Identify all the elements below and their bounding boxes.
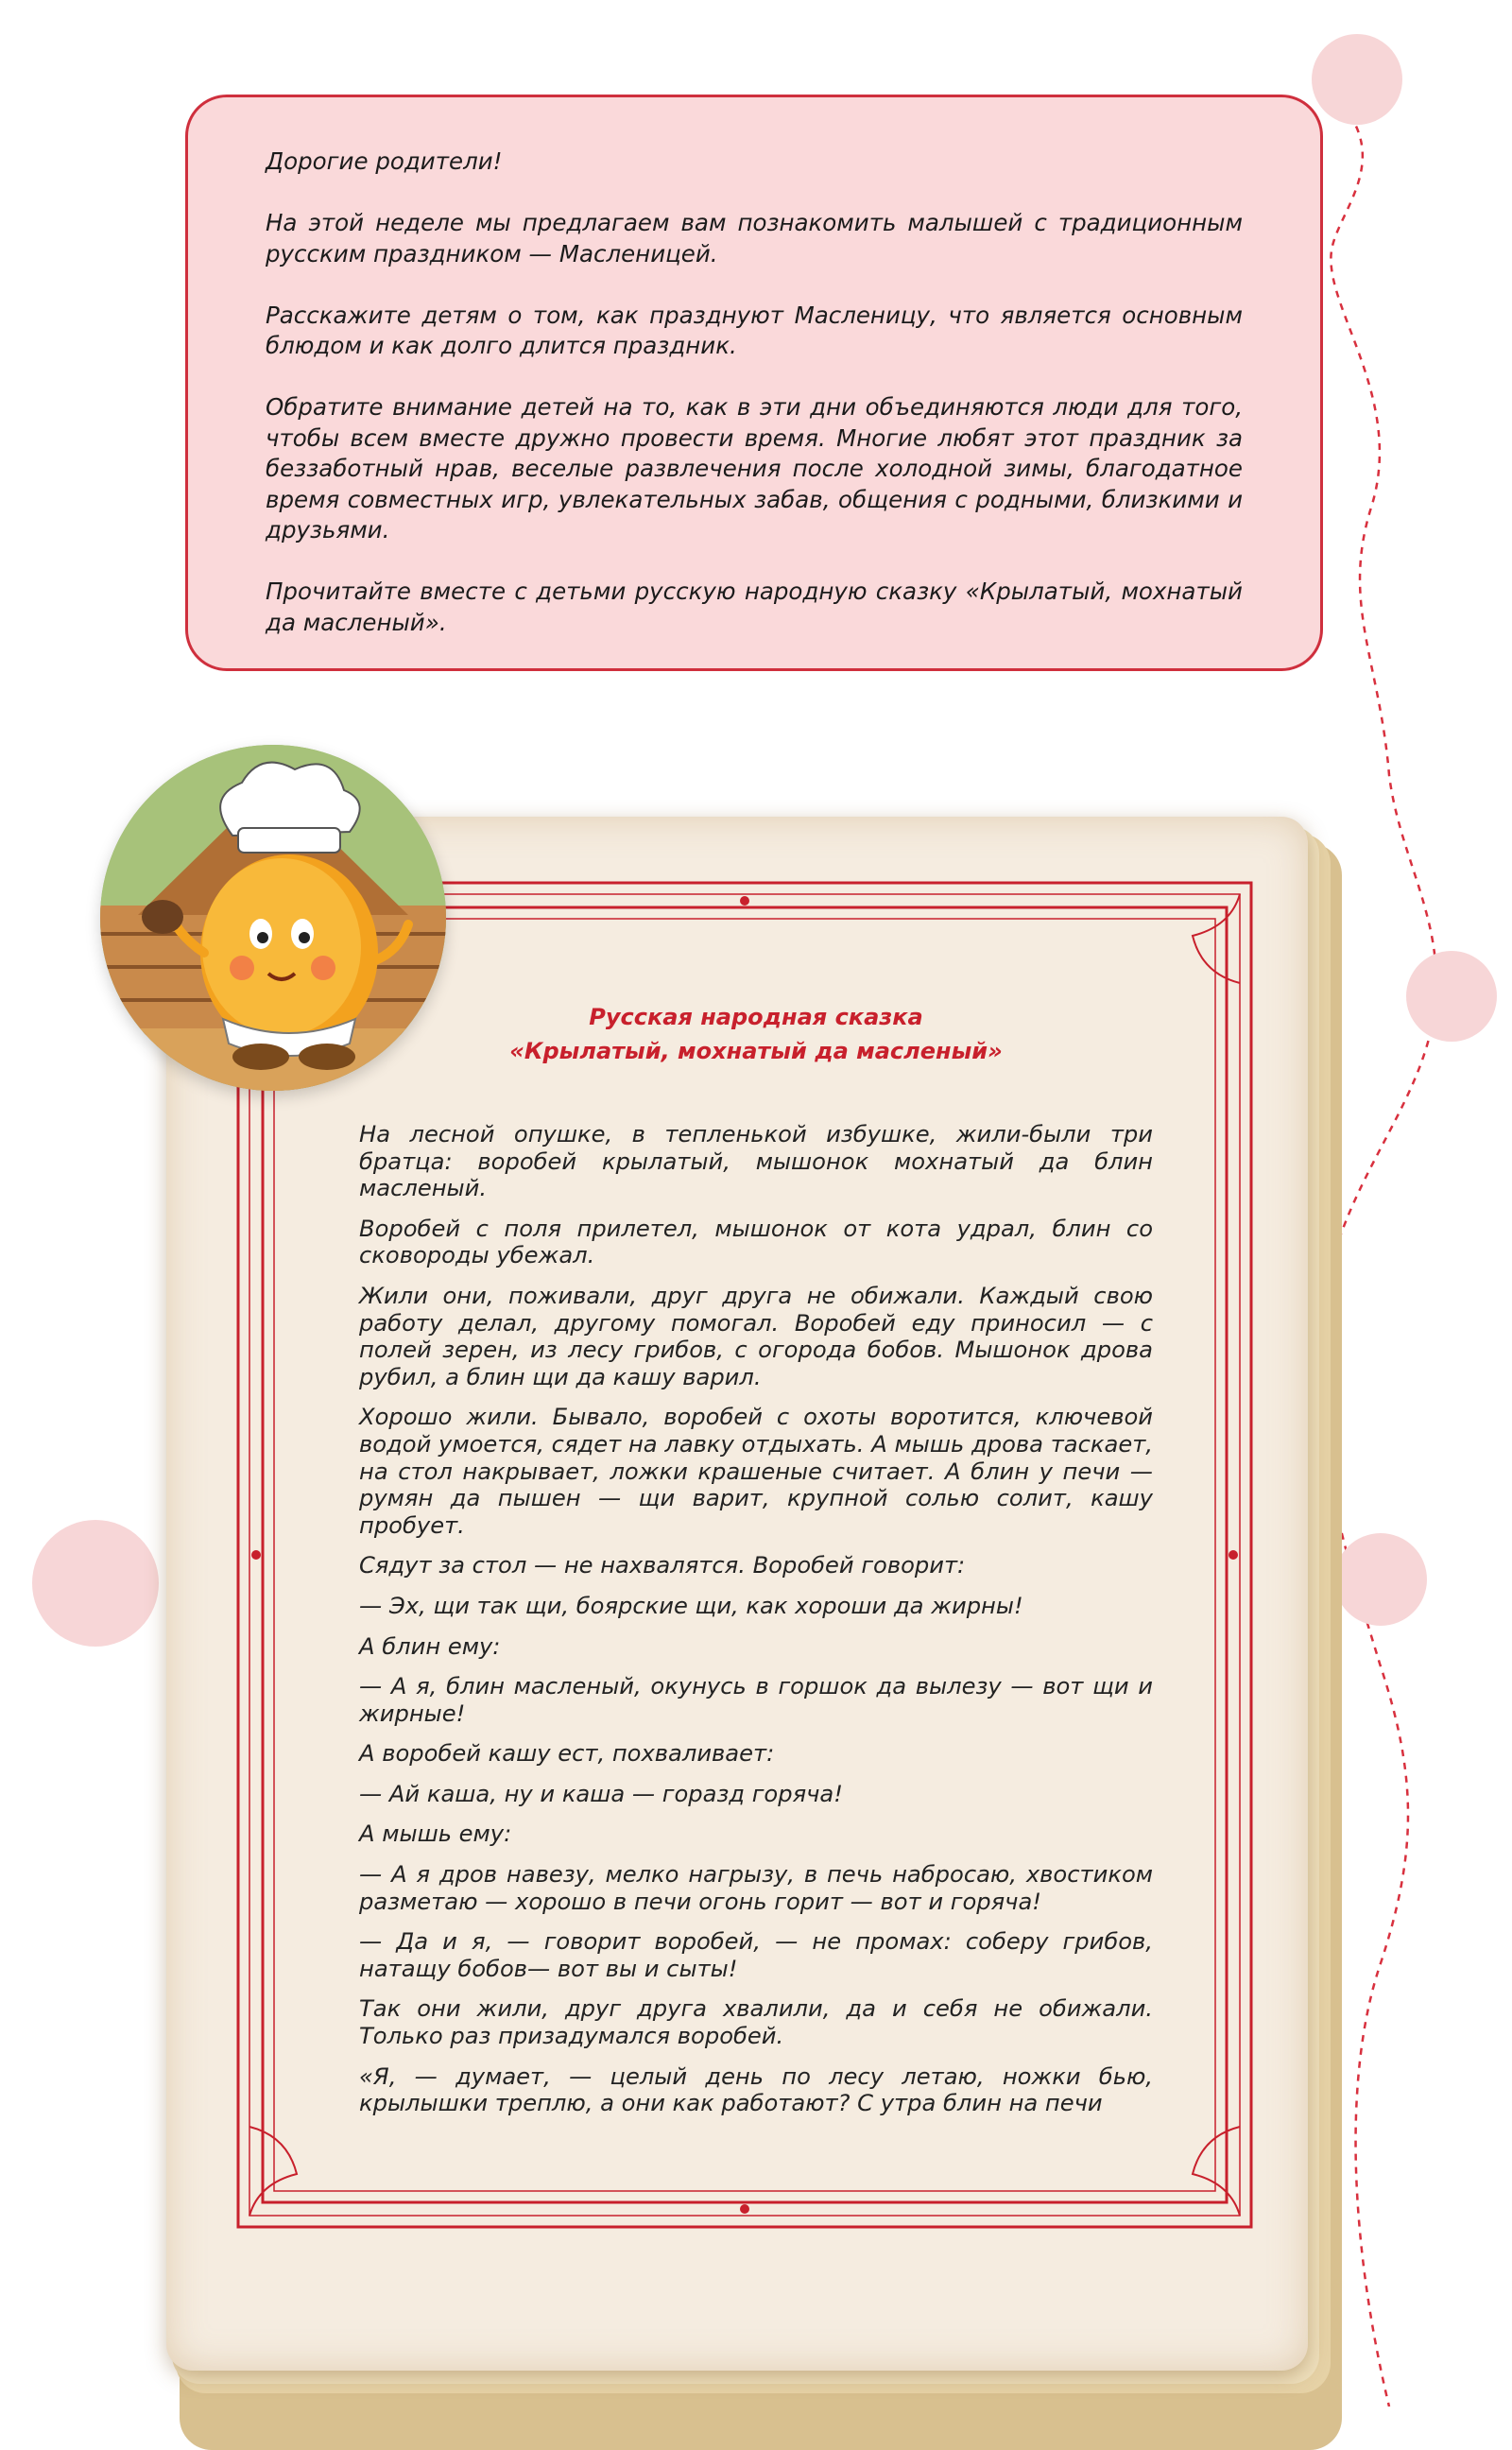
note-paragraph-3: Обратите внимание детей на то, как в эти дни объединяются люди для того, чтобы всем вместе дружно провести время. Многие любят этот праздник за беззаботный нрав, веселые развлечения после холодной зимы, благодатное время совместных игр, увлекательных забав, общения с родными, близкими и друзьями.	[266, 393, 1243, 543]
story-paragraph: — Ай каша, ну и каша — горазд горяча!	[359, 1780, 843, 1807]
story-paragraph: — Да и я, — говорит воробей, — не промах: соберу грибов, натащу бобов— вот вы и сыты!	[359, 1928, 1153, 1982]
story-paragraph: Воробей с поля прилетел, мышонок от кота удрал, блин со сковороды убежал.	[359, 1215, 1153, 1269]
parents-note	[185, 95, 1323, 671]
story-paragraph: — А я, блин масленый, окунусь в горшок да вылезу — вот щи и жирные!	[359, 1673, 1153, 1727]
decor-circle-top-right	[1312, 34, 1402, 125]
story-title	[284, 1000, 1228, 1068]
pancake-character-illustration	[100, 745, 446, 1091]
story-paragraph: На лесной опушке, в тепленькой избушке, жили-были три братца: воробей крылатый, мышонок мохнатый да блин масленый.	[359, 1121, 1153, 1202]
note-paragraph-1: На этой неделе мы предлагаем вам познакомить малышей с традиционным русским праздником — Масленицей.	[266, 209, 1243, 267]
story-paragraph: Хорошо жили. Бывало, воробей с охоты воротится, ключевой водой умоется, сядет на лавку отдыхать. А мышь дрова таскает, на стол накрывает, ложки крашеные считает. А блин у печи — румян да пышен — щи варит, крупной солью солит, кашу пробует.	[359, 1404, 1153, 1539]
decor-circle-left	[32, 1520, 159, 1647]
story-text	[359, 1121, 1153, 2131]
note-greeting: Дорогие родители!	[266, 147, 503, 175]
story-paragraph: — Эх, щи так щи, боярские щи, как хороши да жирны!	[359, 1592, 1023, 1619]
note-paragraph-2: Расскажите детям о том, как празднуют Масленицу, что является основным блюдом и как долго длится праздник.	[266, 301, 1243, 359]
decor-circle-mid-right	[1406, 951, 1497, 1042]
decor-circle-bottom-right	[1334, 1533, 1427, 1626]
story-paragraph: Жили они, поживали, друг друга не обижали. Каждый свою работу делал, другому помогал. Воробей еду приносил — с полей зерен, из лесу грибов, с огорода бобов. Мышонок дрова рубил, а блин щи да кашу варил.	[359, 1282, 1153, 1390]
story-paragraph: — А я дров навезу, мелко нагрызу, в печь набросаю, хвостиком разметаю — хорошо в печи огонь горит — вот и горяча!	[359, 1861, 1153, 1915]
story-paragraph: А мышь ему:	[359, 1820, 512, 1848]
story-paragraph: Так они жили, друг друга хвалили, да и себя не обижали. Только раз призадумался воробей.	[359, 1995, 1153, 2050]
story-paragraph: Сядут за стол — не нахвалятся. Воробей говорит:	[359, 1552, 966, 1579]
story-paragraph: А воробей кашу ест, похваливает:	[359, 1740, 775, 1768]
story-paragraph: А блин ему:	[359, 1632, 501, 1660]
story-title-line-1: Русская народная сказка	[589, 1004, 923, 1030]
note-paragraph-4: Прочитайте вместе с детьми русскую народную сказку «Крылатый, мохнатый да масленый».	[266, 578, 1243, 636]
story-title-line-2: «Крылатый, мохнатый да масленый»	[509, 1038, 1003, 1064]
story-paragraph: «Я, — думает, — целый день по лесу летаю, ножки бью, крылышки треплю, а они как работают? С утра блин на печи	[359, 2062, 1153, 2117]
